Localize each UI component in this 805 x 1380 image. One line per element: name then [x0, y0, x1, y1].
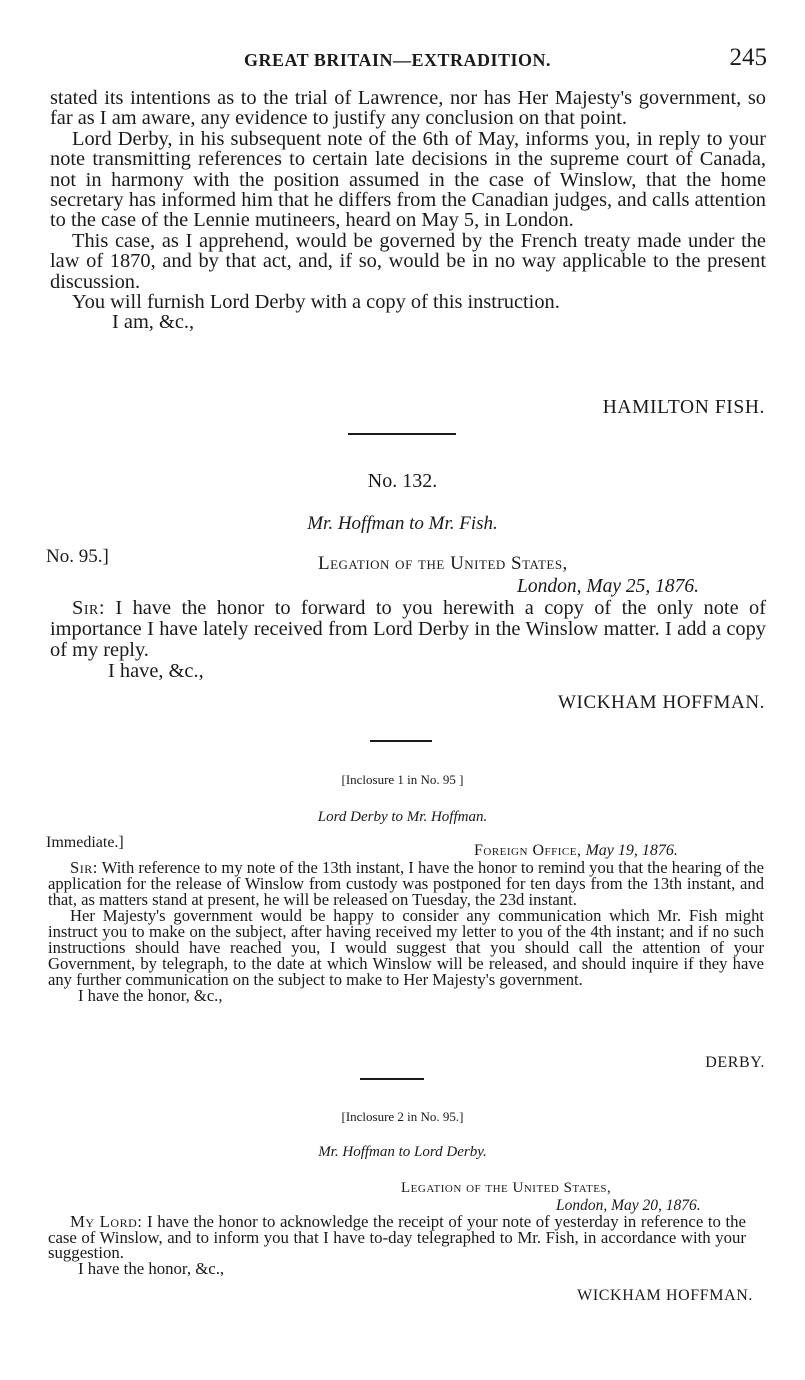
paragraph: With reference to my note of the 13th instant, I have the honor to remind you that the hearing of the application for the release of Winslow from custody was postponed for ten days from the 13th instant, and that, as matters stand at present, he will be released on Tuesday, the 23d instant.	[48, 858, 764, 909]
inclosure2-body	[48, 1214, 746, 1276]
signature: HAMILTON FISH.	[602, 397, 765, 418]
legation-line: Legation of the United States,	[401, 1180, 612, 1196]
inclosure-title: Lord Derby to Mr. Hoffman.	[317, 809, 488, 825]
paragraph: You will furnish Lord Derby with a copy of this instruction.	[72, 291, 560, 314]
paragraph: I have the honor to forward to you herewith a copy of the only note of importance I have lately received from Lord Derby in the Winslow matter. I add a copy of my reply.	[50, 597, 766, 661]
paragraph: I have the honor to acknowledge the receipt of your note of yesterday in reference to the case of Winslow, and to inform you that I have to-day telegraphed to Mr. Fish, in accordance with your suggestion.	[48, 1212, 746, 1262]
paragraph: stated its intentions as to the trial of Lawrence, nor has Her Majesty's government, so far as I am aware, any evidence to justify any conclusion on that point.	[50, 87, 766, 130]
document-number: No. 132.	[367, 470, 438, 492]
inclosure-label: [Inclosure 2 in No. 95.]	[341, 1109, 464, 1124]
signature: DERBY.	[705, 1054, 765, 1071]
section-rule	[348, 433, 456, 435]
closing: I have the honor, &c.,	[78, 1258, 225, 1278]
salutation: Sir:	[72, 597, 106, 619]
signature: WICKHAM HOFFMAN.	[577, 1287, 753, 1304]
inclosure1-body	[48, 860, 764, 1004]
page-header	[0, 44, 805, 74]
document-title: Mr. Hoffman to Mr. Fish.	[307, 513, 498, 534]
letter-fish-body	[50, 88, 766, 333]
inclosure-label: [Inclosure 1 in No. 95 ]	[341, 772, 464, 787]
closing: I have the honor, &c.,	[78, 986, 223, 1005]
paragraph: This case, as I apprehend, would be governed by the French treaty made under the law of 1870, and by that act, and, if so, would be in no way applicable to the present discussion.	[50, 229, 766, 293]
office-date: Foreign Office, May 19, 1876.	[474, 842, 678, 859]
urgency-tag: Immediate.]	[46, 834, 124, 851]
page-number: 245	[729, 44, 767, 71]
section-rule	[360, 1078, 424, 1080]
salutation: My Lord:	[70, 1212, 143, 1231]
legation-line: Legation of the United States,	[318, 553, 568, 574]
place-date: London, May 20, 1876.	[556, 1197, 701, 1214]
reference-number: No. 95.]	[46, 546, 109, 567]
place-date: London, May 25, 1876.	[517, 576, 699, 597]
running-title: GREAT BRITAIN—EXTRADITION.	[244, 50, 552, 70]
section-rule	[370, 740, 432, 742]
inclosure-title: Mr. Hoffman to Lord Derby.	[318, 1144, 487, 1160]
closing: I have, &c.,	[108, 660, 204, 682]
letter-hoffman-body	[50, 598, 766, 682]
paragraph: Her Majesty's government would be happy to consider any communication which Mr. Fish might instruct you to make on the subject, after having received my letter to you of the 4th instant; and if no such instructions should have reached you, I would suggest that you should call the attention of your Government, by telegraph, to the date at which Winslow will be released, and should inquire if they have any further communication on the subject to make to Her Majesty's government.	[48, 906, 764, 989]
paragraph: Lord Derby, in his subsequent note of the 6th of May, informs you, in reply to your note transmitting references to certain late decisions in the supreme court of Canada, not in harmony with the position assumed in the case of Winslow, that the home secretary has informed him that he differs from the Canadian judges, and calls attention to the case of the Lennie mutineers, heard on May 5, in London.	[50, 127, 766, 232]
closing: I am, &c.,	[112, 311, 195, 334]
salutation: Sir:	[70, 858, 98, 877]
signature: WICKHAM HOFFMAN.	[557, 692, 765, 713]
